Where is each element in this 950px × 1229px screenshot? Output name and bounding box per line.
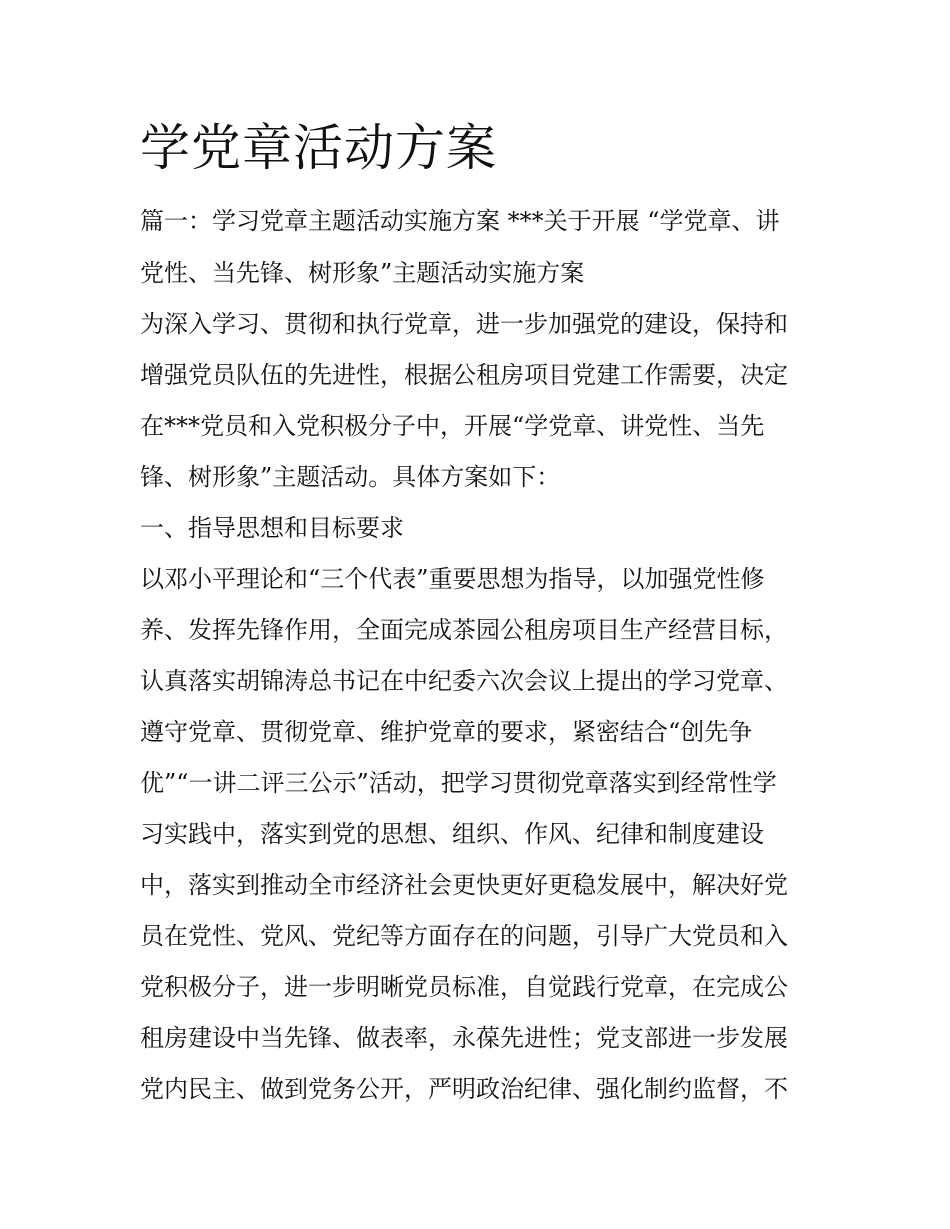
- section-heading: 一、指导思想和目标要求: [140, 514, 404, 542]
- text-line-15: 员在党性、党风、党纪等方面存在的问题，引导广大党员和入: [140, 922, 788, 950]
- document-title: 学党章活动方案: [140, 119, 497, 177]
- text-line-8: 以邓小平理论和“三个代表”重要思想为指导，以加强党性修: [140, 565, 765, 593]
- text-line-18: 党内民主、做到党务公开，严明政治纪律、强化制约监督，不: [140, 1075, 788, 1103]
- text-line-17: 租房建设中当先锋、做表率，永葆先进性；党支部进一步发展: [140, 1024, 788, 1052]
- text-line-3: 为深入学习、贯彻和执行党章，进一步加强党的建设，保持和: [140, 310, 788, 338]
- text-line-10: 认真落实胡锦涛总书记在中纪委六次会议上提出的学习党章、: [140, 667, 788, 695]
- text-line-16: 党积极分子，进一步明晰党员标准，自觉践行党章，在完成公: [140, 973, 788, 1001]
- text-line-2: 党性、当先锋、树形象”主题活动实施方案: [140, 259, 585, 287]
- text-line-5: 在***党员和入党积极分子中，开展“学党章、讲党性、当先: [140, 412, 765, 440]
- text-line-9: 养、发挥先锋作用，全面完成茶园公租房项目生产经营目标，: [140, 616, 788, 644]
- text-line-13: 习实践中，落实到党的思想、组织、作风、纪律和制度建设: [140, 820, 764, 848]
- text-line-6: 锋、树形象”主题活动。具体方案如下：: [140, 463, 561, 491]
- text-line-4: 增强党员队伍的先进性，根据公租房项目党建工作需要，决定: [140, 361, 788, 389]
- text-line-14: 中，落实到推动全市经济社会更快更好更稳发展中，解决好党: [140, 871, 788, 899]
- text-line-12: 优”“一讲二评三公示”活动，把学习贯彻党章落实到经常性学: [140, 769, 777, 797]
- text-line-11: 遵守党章、贯彻党章、维护党章的要求，紧密结合“创先争: [140, 718, 753, 746]
- text-line-1: 篇一：学习党章主题活动实施方案 ***关于开展 “学党章、讲: [140, 207, 780, 235]
